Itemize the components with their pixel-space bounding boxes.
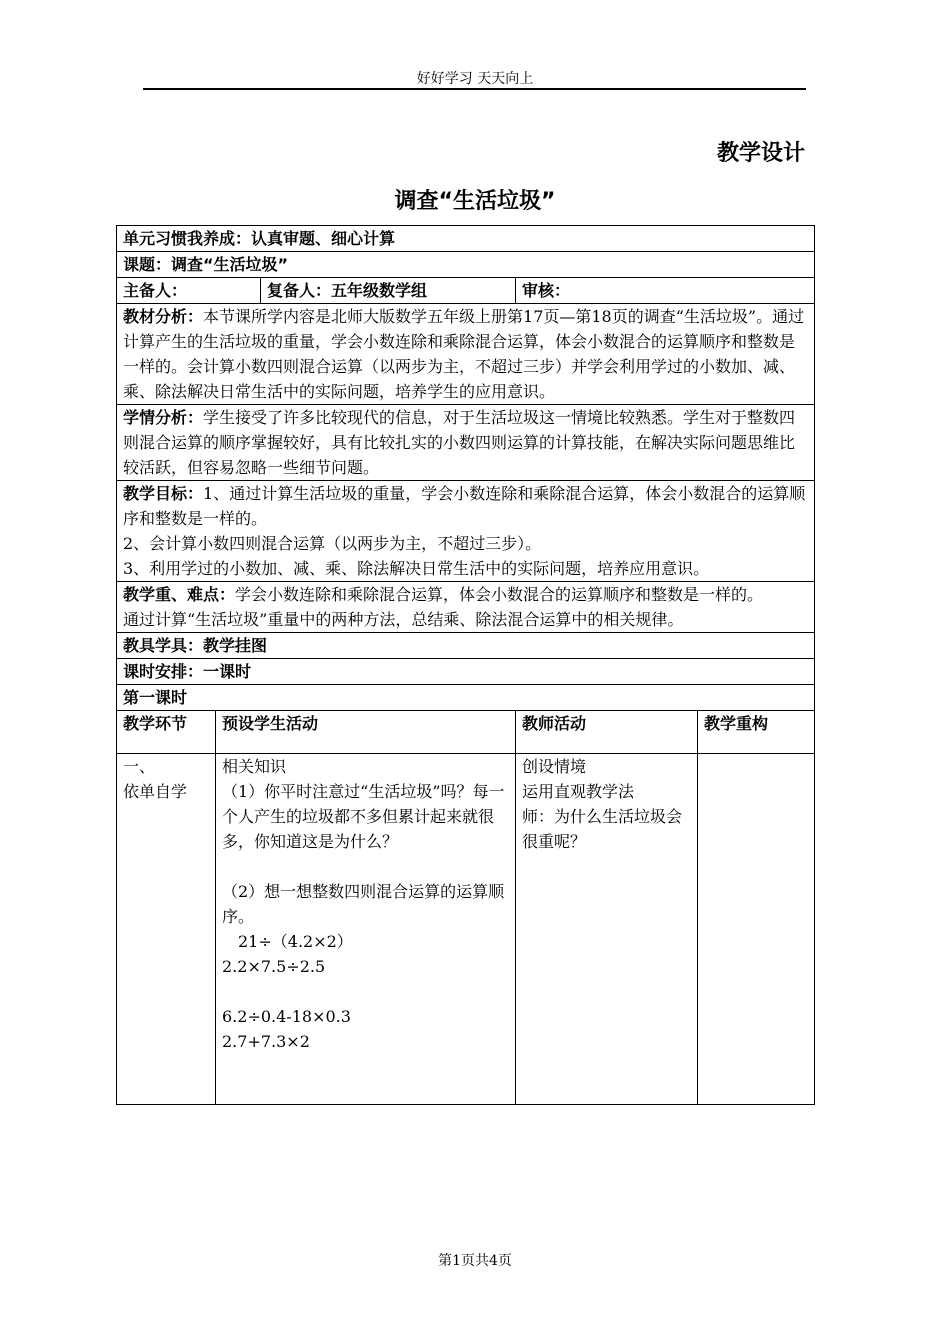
- key-points-row: [117, 582, 815, 633]
- students-row: [117, 405, 815, 481]
- preparers-row: [117, 278, 815, 304]
- student-activity-question: （1）你平时注意过“生活垃圾”吗？每一个人产生的垃圾都不多但累计起来就很多，你知道这是为什么？: [222, 782, 505, 851]
- key-point-item: 学会小数连除和乘除混合运算，体会小数混合的运算顺序和整数是一样的。: [235, 585, 764, 604]
- habit-value: 认真审题、细心计算: [251, 229, 396, 248]
- expression: 2.2×7.5÷2.5: [222, 957, 326, 976]
- column-header: 教师活动: [516, 711, 698, 754]
- schedule-value: 一课时: [203, 662, 252, 681]
- reviewer-label: 审核：: [522, 281, 571, 300]
- habit-row: [117, 226, 815, 252]
- co-preparer-cell: [261, 278, 516, 304]
- header-motto: 好好学习 天天向上: [416, 71, 534, 87]
- preparer-label: 主备人：: [123, 281, 188, 300]
- page-title: 调查“生活垃圾”: [394, 189, 556, 214]
- key-point-item: 通过计算“生活垃圾”重量中的两种方法，总结乘、除法混合运算中的相关规律。: [123, 610, 684, 629]
- material-row: [117, 304, 815, 405]
- column-header: 教学环节: [117, 711, 216, 754]
- stage-row: [117, 754, 815, 1105]
- reconstruction-cell: [698, 754, 815, 1105]
- students-text: 学生接受了许多比较现代的信息，对于生活垃圾这一情境比较熟悉。学生对于整数四则混合运算的顺序掌握较好，具有比较扎实的小数四则运算的计算技能，在解决实际问题思维比较活跃，但容易忽略一些细节问题。: [123, 408, 796, 477]
- habit-label: 单元习惯我养成：: [123, 229, 252, 248]
- teacher-activity-line: 运用直观教学法: [522, 782, 635, 801]
- tools-label: 教具学具：: [123, 636, 204, 655]
- students-label: 学情分析：: [123, 408, 204, 427]
- stage-cell: [117, 754, 216, 1105]
- tools-row: [117, 633, 815, 659]
- lesson-row: [117, 685, 815, 711]
- reviewer-cell: [516, 278, 815, 304]
- key-points-label: 教学重、难点：: [123, 585, 236, 604]
- goal-item: 3、利用学过的小数加、减、乘、除法解决日常生活中的实际问题，培养应用意识。: [123, 559, 710, 578]
- stage-name: 依单自学: [123, 782, 188, 801]
- lesson-label: 第一课时: [123, 688, 188, 707]
- student-activity-cell: [216, 754, 516, 1105]
- column-header: 教学重构: [698, 711, 815, 754]
- expression: 21÷（4.2×2）: [238, 932, 353, 951]
- column-header: 预设学生活动: [216, 711, 516, 754]
- goals-label: 教学目标：: [123, 484, 204, 503]
- topic-value: 调查“生活垃圾”: [171, 255, 289, 274]
- student-activity-question: （2）想一想整数四则混合运算的运算顺序。: [222, 882, 505, 926]
- stage-number: 一、: [123, 757, 156, 776]
- student-activity-heading: 相关知识: [222, 757, 287, 776]
- co-preparer-label: 复备人：: [267, 281, 332, 300]
- schedule-row: [117, 659, 815, 685]
- preparer-cell: [117, 278, 261, 304]
- tools-value: 教学挂图: [203, 636, 268, 655]
- goal-item: 1、通过计算生活垃圾的重量，学会小数连除和乘除混合运算，体会小数混合的运算顺序和整数是一样的。: [123, 484, 806, 528]
- page-footer: 第1页共4页: [438, 1253, 512, 1269]
- teacher-activity-line: 创设情境: [522, 757, 587, 776]
- teacher-activity-cell: [516, 754, 698, 1105]
- topic-label: 课题：: [123, 255, 172, 274]
- teacher-activity-line: 师：为什么生活垃圾会很重呢？: [522, 807, 683, 851]
- doc-kind-heading: 教学设计: [716, 141, 805, 166]
- expression: 2.7+7.3×2: [222, 1032, 310, 1051]
- lesson-plan-table: [116, 225, 815, 1105]
- material-text: 本节课所学内容是北师大版数学五年级上册第17页—第18页的调查“生活垃圾”。通过计算产生的生活垃圾的重量，学会小数连除和乘除混合运算，体会小数混合的运算顺序和整数是一样的。会计算小数四则混合运算（以两步为主，不超过三步）并学会利用学过的小数加、减、乘、除法解决日常生活中的实际问题，培养学生的应用意识。: [123, 307, 805, 401]
- schedule-label: 课时安排：: [123, 662, 204, 681]
- goal-item: 2、会计算小数四则混合运算（以两步为主，不超过三步）。: [123, 534, 542, 553]
- topic-row: [117, 252, 815, 278]
- co-preparer-value: 五年级数学组: [331, 281, 428, 300]
- column-header-row: [117, 711, 815, 754]
- material-label: 教材分析：: [123, 307, 204, 326]
- goals-row: [117, 481, 815, 582]
- header-rule: [143, 88, 806, 90]
- expression: 6.2÷0.4-18×0.3: [222, 1007, 351, 1026]
